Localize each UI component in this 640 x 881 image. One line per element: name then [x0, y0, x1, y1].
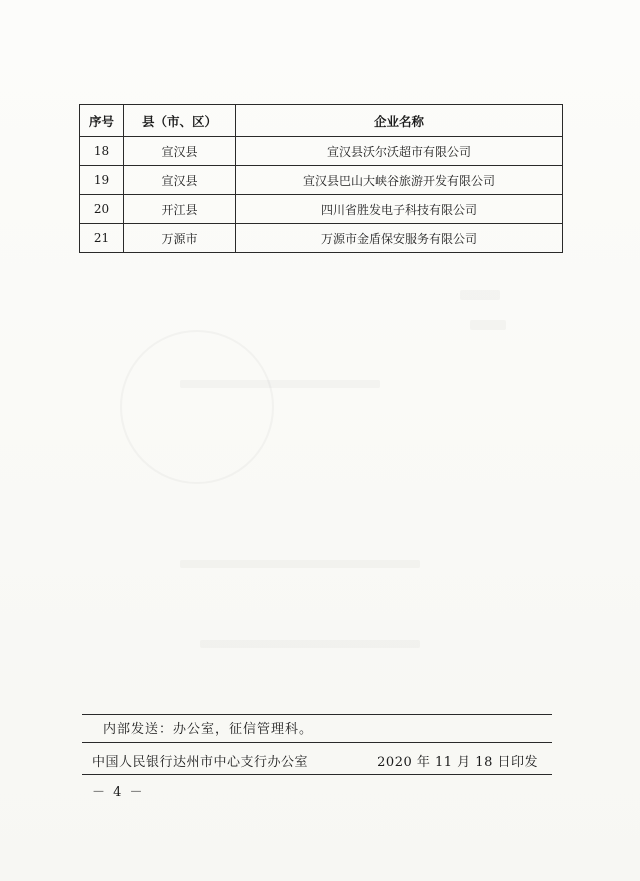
table-row [80, 195, 563, 224]
cell-company-name: 宣汉县巴山大峡谷旅游开发有限公司 [236, 166, 563, 195]
bleed-through-mark [460, 290, 500, 300]
internal-distribution: 内部发送：办公室，征信管理科。 [103, 722, 314, 737]
bleed-through-stamp [120, 330, 274, 484]
cell-company-name: 宣汉县沃尔沃超市有限公司 [236, 137, 563, 166]
cell-county: 宣汉县 [124, 166, 236, 195]
bleed-through-mark [180, 560, 420, 568]
header-company-name: 企业名称 [236, 105, 563, 137]
footer-bottom-rule [82, 774, 552, 775]
table-row [80, 137, 563, 166]
cell-serial-number: 18 [80, 137, 124, 166]
header-serial-number: 序号 [80, 105, 124, 137]
cell-serial-number: 21 [80, 224, 124, 253]
company-table [79, 104, 563, 253]
cell-county: 万源市 [124, 224, 236, 253]
bleed-through-mark [470, 320, 506, 330]
table-row [80, 224, 563, 253]
page-number: － 4 － [92, 785, 145, 800]
cell-serial-number: 20 [80, 195, 124, 224]
cell-company-name: 万源市金盾保安服务有限公司 [236, 224, 563, 253]
table-row [80, 166, 563, 195]
issue-date: 2020 年 11 月 18 日印发 [377, 755, 538, 770]
cell-county: 宣汉县 [124, 137, 236, 166]
cell-county: 开江县 [124, 195, 236, 224]
cell-serial-number: 19 [80, 166, 124, 195]
table-header-row [80, 105, 563, 137]
footer-middle-rule [82, 742, 552, 743]
bleed-through-mark [200, 640, 420, 648]
header-county: 县（市、区） [124, 105, 236, 137]
issuing-office: 中国人民银行达州市中心支行办公室 [92, 755, 309, 770]
footer-top-rule [82, 714, 552, 715]
cell-company-name: 四川省胜发电子科技有限公司 [236, 195, 563, 224]
